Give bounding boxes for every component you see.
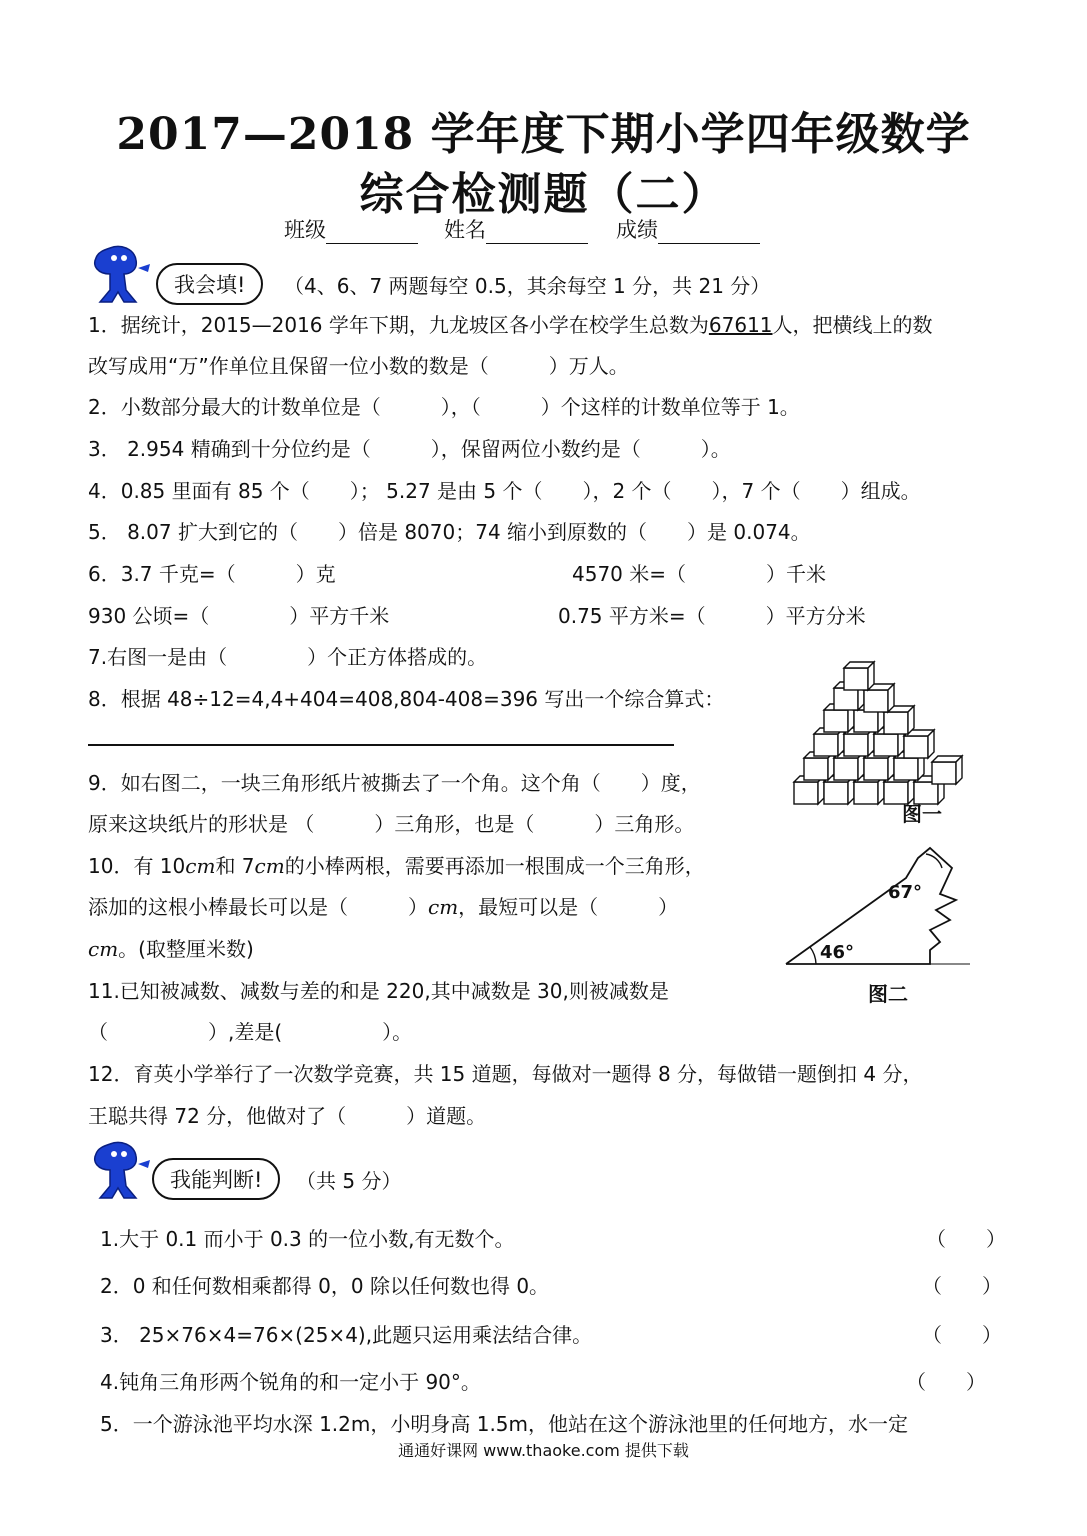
question-2: 2．小数部分最大的计数单位是（ ），（ ）个这样的计数单位等于 1。 (88, 395, 800, 419)
question-11b: （ ）,差是( ）。 (88, 1020, 413, 1044)
score-field (616, 214, 760, 244)
q10c-unit: cm (88, 937, 119, 961)
question-7: 7.右图一是由（ ）个正方体搭成的。 (88, 645, 488, 669)
cube-stack-figure (790, 660, 970, 808)
name-field (444, 214, 588, 244)
question-9a: 9．如右图二，一块三角形纸片被撕去了一个角。这个角（ ）度， (88, 771, 701, 795)
page-title: 2017—2018 学年度下期小学四年级数学 (116, 109, 971, 160)
question-11a: 11.已知被减数、减数与差的和是 220,其中减数是 30,则被减数是 (88, 979, 669, 1003)
mascot-icon (90, 244, 156, 306)
section1-badge: 我会填! (156, 263, 263, 305)
question-12a: 12．育英小学举行了一次数学竞赛，共 15 道题，每做对一题得 8 分，每做错一题倒扣 4 分， (88, 1062, 923, 1086)
figure2-caption: 图二 (868, 982, 908, 1006)
figure1-caption: 图一 (902, 802, 942, 826)
class-blank (326, 223, 418, 244)
judge-4: 4.钝角三角形两个锐角的和一定小于 90°。 (100, 1370, 481, 1394)
question-1-cont: 改写成用“万”作单位且保留一位小数的数是（ ）万人。 (88, 354, 629, 378)
judge-3: 3． 25×76×4=76×(25×4),此题只运用乘法结合律。 (100, 1323, 593, 1347)
question-6d: 0.75 平方米=（ ）平方分米 (558, 604, 866, 628)
torn-triangle-figure (780, 838, 976, 972)
judge-4-paren: （ ） (906, 1370, 986, 1394)
q10b-unit: cm (428, 895, 459, 919)
q10-text-b: 和 7 (215, 854, 255, 878)
class-field (284, 214, 418, 244)
angle-67-label: 67° (888, 882, 923, 903)
answer-line (88, 744, 674, 746)
q10b-text: 添加的这根小棒最长可以是（ ） (88, 895, 428, 919)
question-10b (88, 891, 678, 920)
q10c-text: 。(取整厘米数) (118, 937, 254, 961)
question-5: 5． 8.07 扩大到它的（ ）倍是 8070；74 缩小到原数的（ ）是 0.074。 (88, 520, 811, 544)
question-8: 8．根据 48÷12=4,4+404=408,804-408=396 写出一个综合算式： (88, 687, 725, 711)
judge-2-paren: （ ） (922, 1274, 1002, 1298)
q10-text: 10．有 10 (88, 854, 186, 878)
question-10c (88, 933, 254, 962)
q1-text-b: 人，把横线上的数 (772, 313, 933, 337)
section2-note: （共 5 分） (296, 1169, 402, 1193)
judge-5: 5．一个游泳池平均水深 1.2m，小明身高 1.5m，他站在这个游泳池里的任何地方，水一定 (100, 1412, 909, 1436)
q10-unit: cm (185, 854, 216, 878)
question-10a (88, 850, 705, 879)
q1-text: 1．据统计，2015—2016 学年下期，九龙坡区各小学在校学生总数为 (88, 313, 709, 337)
judge-1: 1.大于 0.1 而小于 0.3 的一位小数,有无数个。 (100, 1227, 515, 1251)
name-label: 姓名 (444, 218, 486, 242)
angle-46-label: 46° (820, 942, 855, 963)
q10-unit-b: cm (254, 854, 285, 878)
page-subtitle: 综合检测题（二） (359, 169, 728, 220)
judge-2: 2．0 和任何数相乘都得 0，0 除以任何数也得 0。 (100, 1274, 550, 1298)
score-blank (658, 223, 760, 244)
q1-number: 67611 (708, 313, 773, 337)
score-label: 成绩 (616, 218, 658, 242)
name-blank (486, 223, 588, 244)
question-1 (88, 309, 933, 338)
q10b-text-b: ，最短可以是（ ） (458, 895, 679, 919)
section1-note: （4、6、7 两题每空 0.5，其余每空 1 分，共 21 分） (284, 274, 771, 298)
question-6c: 930 公顷=（ ）平方千米 (88, 604, 390, 628)
judge-1-paren: （ ） (926, 1227, 1006, 1251)
section2-badge: 我能判断! (152, 1158, 280, 1200)
question-12b: 王聪共得 72 分，他做对了（ ）道题。 (88, 1104, 487, 1128)
footer-credit: 通通好课网 www.thaoke.com 提供下载 (398, 1441, 689, 1460)
judge-3-paren: （ ） (922, 1323, 1002, 1347)
mascot-icon-2 (90, 1140, 156, 1202)
question-6b: 4570 米=（ ）千米 (572, 562, 827, 586)
question-9b: 原来这块纸片的形状是 （ ）三角形，也是（ ）三角形。 (88, 812, 695, 836)
q10-text-c: 的小棒两根，需要再添加一根围成一个三角形， (284, 854, 705, 878)
class-label: 班级 (284, 218, 326, 242)
question-6a: 6．3.7 千克=（ ）克 (88, 562, 336, 586)
question-3: 3． 2.954 精确到十分位约是（ ），保留两位小数约是（ ）。 (88, 437, 731, 461)
question-4: 4．0.85 里面有 85 个（ ）； 5.27 是由 5 个（ ），2 个（ ），7 个（ ）组成。 (88, 479, 921, 503)
